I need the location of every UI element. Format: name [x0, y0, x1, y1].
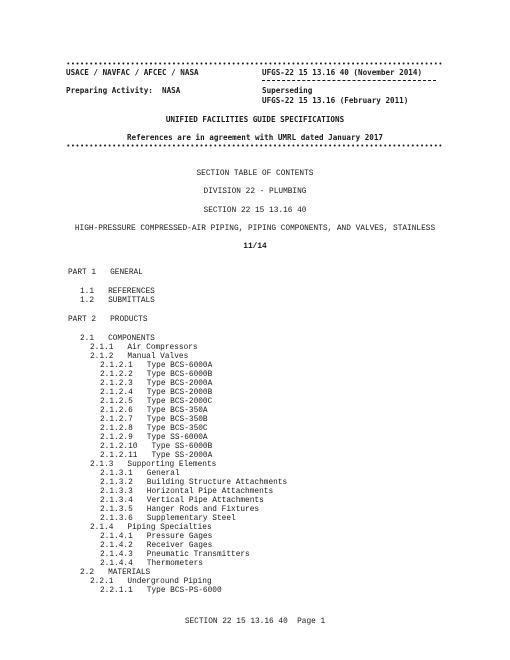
toc-entry: 2.1.2.11 Type SS-2000A	[100, 452, 213, 460]
dash-rule	[262, 80, 436, 81]
toc-entry: 2.1.3 Supporting Elements	[90, 461, 217, 469]
toc-entry: 2.2.1.1 Type BCS-PS-6000	[100, 587, 222, 595]
toc-entry: 2.1.4.4 Thermometers	[100, 560, 203, 568]
superseding-label: Superseding	[262, 86, 313, 95]
toc-entry: 2.2 MATERIALS	[80, 569, 151, 577]
toc-entry: 1.2 SUBMITTALS	[80, 297, 155, 305]
toc-entry: 2.1.4 Piping Specialties	[90, 524, 212, 532]
preparing-activity: Preparing Activity: NASA	[66, 86, 181, 95]
division-title: DIVISION 22 - PLUMBING	[203, 188, 307, 196]
page-footer: SECTION 22 15 13.16 40 Page 1	[184, 618, 326, 626]
toc-entry: 2.1.2 Manual Valves	[90, 353, 189, 361]
toc-entry: 2.1.2.3 Type BCS-2000A	[100, 380, 213, 388]
toc-entry: 2.1.3.1 General	[100, 470, 180, 478]
toc-entry: 2.1.2.6 Type BCS-350A	[100, 407, 208, 415]
toc-entry: 2.1.3.6 Supplementary Steel	[100, 515, 236, 523]
asterisk-rule-bottom	[66, 144, 442, 147]
toc-part-1: PART 1 GENERAL	[68, 269, 143, 277]
guide-title: UNIFIED FACILITIES GUIDE SPECIFICATIONS	[165, 115, 345, 124]
asterisk-rule-top	[66, 62, 442, 65]
agency-line: USACE / NAVFAC / AFCEC / NASA	[66, 68, 199, 77]
toc-entry: 2.1.4.2 Receiver Gages	[100, 542, 213, 550]
section-number: SECTION 22 15 13.16 40	[203, 207, 307, 215]
toc-entry: 2.1.2.9 Type SS-6000A	[100, 434, 208, 442]
toc-entry: 1.1 REFERENCES	[80, 288, 155, 296]
toc-entry: 2.1.2.8 Type BCS-350C	[100, 425, 208, 433]
toc-entry: 2.1.2.2 Type BCS-6000B	[100, 371, 213, 379]
toc-entry: 2.1.3.5 Hanger Rods and Fixtures	[100, 506, 260, 514]
toc-entry: 2.1.2.1 Type BCS-6000A	[100, 362, 213, 370]
toc-part-2: PART 2 PRODUCTS	[68, 316, 148, 324]
section-title: HIGH-PRESSURE COMPRESSED-AIR PIPING, PIPING COMPONENTS, AND VALVES, STAINLESS	[74, 225, 436, 233]
toc-entry: 2.1.3.2 Building Structure Attachments	[100, 479, 288, 487]
toc-entry: 2.1.2.5 Type BCS-2000C	[100, 398, 213, 406]
toc-entry: 2.1.1 Air Compressors	[90, 344, 198, 352]
toc-entry: 2.1 COMPONENTS	[80, 335, 155, 343]
references-note: References are in agreement with UMRL dated January 2017	[126, 133, 384, 142]
toc-entry: 2.1.3.3 Horizontal Pipe Attachments	[100, 488, 274, 496]
toc-title: SECTION TABLE OF CONTENTS	[196, 170, 314, 178]
ufgs-number: UFGS-22 15 13.16 40 (November 2014)	[262, 68, 423, 77]
toc-entry: 2.2.1 Underground Piping	[90, 578, 212, 586]
toc-entry: 2.1.2.10 Type SS-6000B	[100, 443, 213, 451]
toc-entry: 2.1.3.4 Vertical Pipe Attachments	[100, 497, 264, 505]
toc-entry: 2.1.2.7 Type BCS-350B	[100, 416, 208, 424]
toc-entry: 2.1.4.3 Pneumatic Transmitters	[100, 551, 250, 559]
toc-entry: 2.1.4.1 Pressure Gages	[100, 533, 213, 541]
superseded-spec: UFGS-22 15 13.16 (February 2011)	[262, 96, 409, 105]
toc-entry: 2.1.2.4 Type BCS-2000B	[100, 389, 213, 397]
section-date: 11/14	[243, 243, 267, 251]
